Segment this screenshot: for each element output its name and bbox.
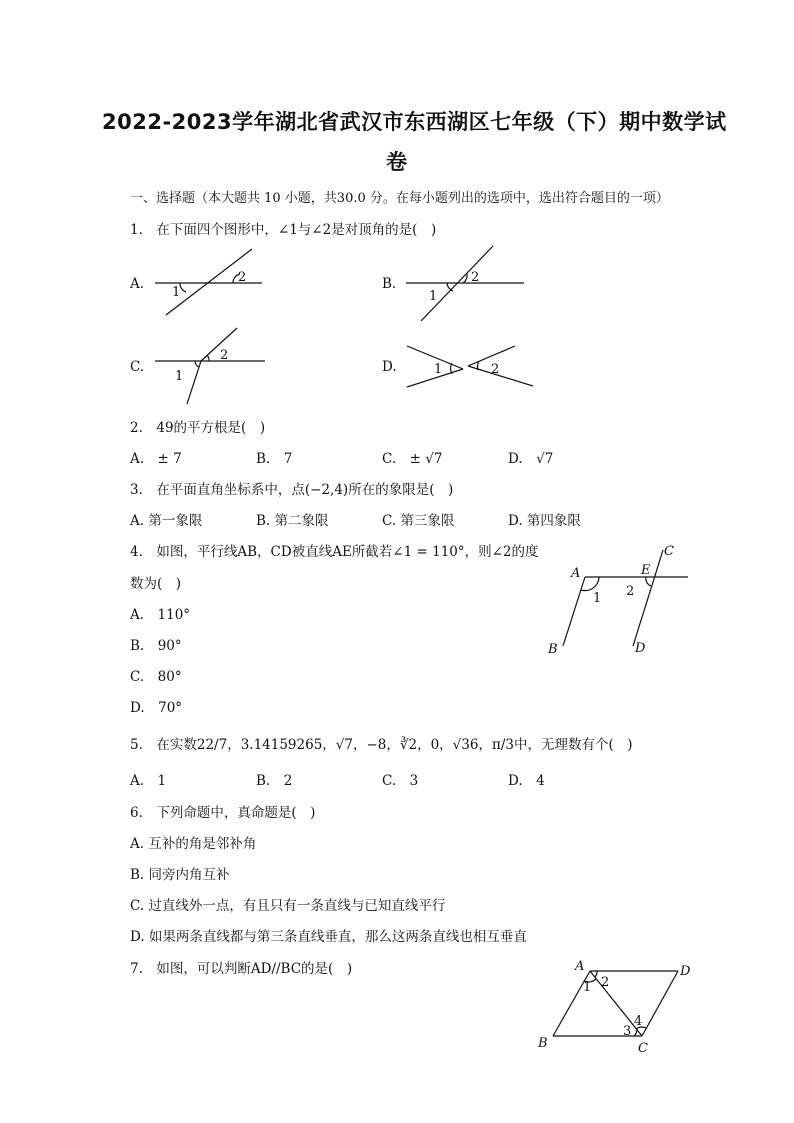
- q7-label-1: 1: [583, 980, 592, 995]
- q3-option-a[interactable]: A. 第一象限: [130, 513, 203, 529]
- q1-figure-b: [403, 244, 533, 324]
- q3-option-c[interactable]: C. 第三象限: [382, 513, 455, 529]
- q3-option-d[interactable]: D. 第四象限: [508, 513, 581, 529]
- q4-label-D: D: [635, 641, 646, 656]
- q1-option-d[interactable]: D.: [382, 359, 397, 375]
- q1d-label-1: 1: [434, 362, 443, 377]
- q1-option-b[interactable]: B.: [382, 276, 397, 292]
- question-5-stem: 5. 在实数22/7，3.14159265，√7，−8，∛2，0，√36，π/3中，无理数有个( ): [130, 737, 633, 753]
- q2-option-a[interactable]: A. ± 7: [130, 451, 182, 467]
- q6-option-a[interactable]: A. 互补的角是邻补角: [130, 836, 257, 852]
- q6-option-d[interactable]: D. 如果两条直线都与第三条直线垂直，那么这两条直线也相互垂直: [130, 929, 527, 945]
- q7-figure: [533, 958, 708, 1058]
- q7-label-D: D: [680, 964, 691, 979]
- page-title-line2: 卷: [386, 150, 408, 174]
- q4-label-A: A: [571, 566, 581, 581]
- q1-figure-a: [150, 248, 270, 318]
- q4-option-b[interactable]: B. 90°: [130, 638, 182, 654]
- q6-option-c[interactable]: C. 过直线外一点，有且只有一条直线与已知直线平行: [130, 898, 446, 914]
- q7-label-4: 4: [634, 1014, 643, 1029]
- question-4-stem-line1: 4. 如图，平行线AB，CD被直线AE所截若∠1 = 110°，则∠2的度: [130, 544, 539, 560]
- q4-option-d[interactable]: D. 70°: [130, 700, 183, 716]
- question-7-stem: 7. 如图，可以判断AD//BC的是( ): [130, 961, 353, 977]
- question-6-stem: 6. 下列命题中，真命题是( ): [130, 805, 316, 821]
- q1b-label-1: 1: [429, 289, 438, 304]
- q5-option-c[interactable]: C. 3: [382, 773, 419, 789]
- question-3-stem: 3. 在平面直角坐标系中，点(−2,4)所在的象限是( ): [130, 482, 454, 498]
- q1b-label-2: 2: [471, 270, 480, 285]
- q2-option-c[interactable]: C. ± √7: [382, 451, 443, 467]
- q1c-label-2: 2: [220, 348, 229, 363]
- q4-option-c[interactable]: C. 80°: [130, 669, 182, 685]
- q2-option-b[interactable]: B. 7: [256, 451, 293, 467]
- q4-option-a[interactable]: A. 110°: [130, 607, 191, 623]
- q1-figure-d: [403, 343, 543, 393]
- q4-label-E: E: [641, 563, 651, 578]
- q4-figure: [540, 542, 700, 657]
- q1a-label-2: 2: [238, 270, 247, 285]
- q3-option-b[interactable]: B. 第二象限: [256, 513, 329, 529]
- q1d-label-2: 2: [491, 362, 500, 377]
- q4-label-1: 1: [593, 591, 602, 606]
- q1-figure-c: [153, 327, 278, 407]
- page-title-line1: 2022-2023学年湖北省武汉市东西湖区七年级（下）期中数学试: [102, 110, 727, 134]
- q7-label-B: B: [538, 1036, 548, 1051]
- q1a-label-1: 1: [172, 285, 181, 300]
- q4-label-B: B: [548, 642, 558, 657]
- q1-option-a[interactable]: A.: [130, 276, 145, 292]
- q7-label-A: A: [575, 959, 585, 974]
- q4-label-C: C: [664, 544, 674, 559]
- question-2-stem: 2. 49的平方根是( ): [130, 420, 266, 436]
- q2-option-d[interactable]: D. √7: [508, 451, 554, 467]
- q4-label-2: 2: [626, 584, 635, 599]
- question-1-stem: 1. 在下面四个图形中，∠1与∠2是对顶角的是( ): [130, 222, 437, 238]
- q1-option-c[interactable]: C.: [130, 359, 145, 375]
- q1c-label-1: 1: [175, 369, 184, 384]
- q5-option-a[interactable]: A. 1: [130, 773, 167, 789]
- section-header: 一、选择题（本大题共 10 小题，共30.0 分。在每小题列出的选项中，选出符合题目的一项）: [130, 191, 669, 206]
- q7-label-2: 2: [601, 975, 610, 990]
- q5-option-b[interactable]: B. 2: [256, 773, 293, 789]
- q7-label-C: C: [638, 1041, 648, 1056]
- q6-option-b[interactable]: B. 同旁内角互补: [130, 867, 230, 883]
- q7-label-3: 3: [623, 1024, 632, 1039]
- q5-option-d[interactable]: D. 4: [508, 773, 545, 789]
- question-4-stem-line2: 数为( ): [130, 576, 182, 592]
